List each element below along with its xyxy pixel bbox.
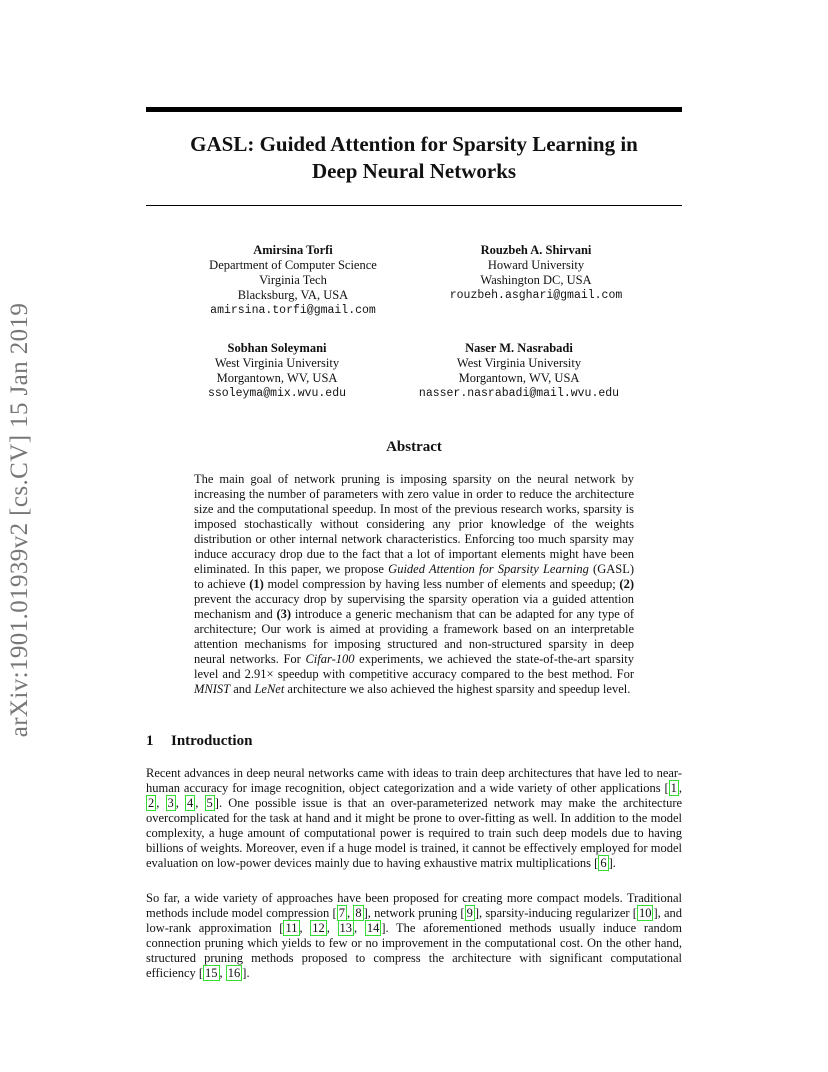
citation-link[interactable]: 11 (285, 921, 298, 935)
author-block (147, 341, 407, 401)
paragraph-text: ], network pruning [ (363, 906, 465, 920)
paragraph-text: ]. The aforementioned methods usually induce random connection pruning which yields to few or no improvement in the computational cost. On the other hand, structured pruning methods proposed to compress the architecture with significant computational efficiency [ (146, 921, 683, 980)
title-line-2: Deep Neural Networks (311, 159, 517, 183)
citation-link[interactable]: 8 (355, 906, 362, 920)
paragraph-text: So far, a wide variety of approaches have been proposed for creating more compact models. Traditional methods include model compression [ (146, 891, 682, 920)
author-name: Amirsina Torfi (253, 243, 333, 257)
title-line-1: GASL: Guided Attention for Sparsity Learning in (190, 132, 638, 156)
abstract-emphasis: MNIST (194, 682, 231, 696)
author-affiliation: West Virginia University (456, 356, 582, 370)
author-block (163, 243, 423, 318)
author-email[interactable]: ssoleyma@mix.wvu.edu (207, 387, 347, 400)
citation-link[interactable]: 6 (600, 856, 607, 870)
citation-link[interactable]: 3 (167, 796, 174, 810)
abstract-text: architecture we also achieved the highest sparsity and speedup level. (284, 682, 631, 696)
author-affiliation: Department of Computer Science (209, 258, 377, 272)
abstract-emphasis: LeNet (254, 682, 285, 696)
paragraph-text: ]. One possible issue is that an over-parameterized network may make the architecture overcomplicated for the task at hand and it might be prone to over-fitting as well. In addition to the model complexity, a huge amount of computational power is required to train such deep models due to having billions of weights. Moreover, even if a huge model is trained, it cannot be effectively employed for model evaluation on low-power devices mainly due to having exhaustive matrix multiplications [ (146, 796, 683, 870)
abstract-text: (GASL) to achieve (194, 562, 635, 591)
abstract-bold: (3) (276, 607, 292, 621)
paragraph-text: ]. (242, 966, 250, 980)
abstract-text: The main goal of network pruning is imposing sparsity on the neural network by increasing the number of parameters with zero value in order to reduce the architecture size and the computational speedup. In most of the previous research works, sparsity is imposed stochastically without considering any prior knowledge of the weights distribution or other internal network characteristics. Enforcing too much sparsity may induce accuracy drop due to the fact that a lot of important elements might have been eliminated. In this paper, we propose (194, 472, 634, 576)
abstract-text: experiments, we achieved the state-of-the-art sparsity level and 2.91× speedup with competitive accuracy compared to the best method. For (194, 652, 634, 681)
title-bottom-rule (146, 205, 682, 206)
citation-link[interactable]: 9 (466, 906, 473, 920)
citation-link[interactable]: 15 (205, 966, 218, 980)
abstract-bold: (2) (619, 577, 634, 591)
intro-paragraph-1: Recent advances in deep neural networks came with ideas to train deep architectures that have led to near-human accuracy for image recognition, object categorization and a wide variety of other applications [ 1 , 2 , 3 , 4 , 5 ]. One possible issue is that an over-parameterized network may make the architecture overcomplicated for the task at hand and it might be prone to over-fitting as well. In addition to the model complexity, a huge amount of computational power is required to train such deep models due to having billions of weights. Moreover, even if a huge model is trained, it cannot be effectively employed for model evaluation on low-power devices mainly due to having exhaustive matrix multiplications [ 6 ]. (146, 766, 683, 870)
abstract-emphasis: Guided Attention for Sparsity Learning (388, 562, 589, 576)
author-email[interactable]: rouzbeh.asghari@gmail.com (449, 289, 623, 302)
citation-link[interactable]: 5 (206, 796, 213, 810)
author-location: Morgantown, WV, USA (216, 371, 338, 385)
abstract-text: prevent the accuracy drop by supervising the sparsity operation via a guided attention mechanism and (194, 592, 634, 621)
paragraph-text: ], sparsity-inducing regularizer [ (474, 906, 637, 920)
citation-link[interactable]: 12 (312, 921, 325, 935)
author-location: Blacksburg, VA, USA (237, 288, 349, 302)
arxiv-sidebar (6, 302, 60, 738)
author-name: Rouzbeh A. Shirvani (480, 243, 592, 257)
title-top-rule (146, 107, 682, 112)
paragraph-text: ]. (608, 856, 616, 870)
citation-link[interactable]: 16 (227, 966, 241, 980)
citation-link[interactable]: 1 (670, 781, 677, 795)
abstract-text: model compression by having less number of elements and speedup; (263, 577, 620, 591)
abstract-body (194, 472, 634, 697)
author-affiliation: West Virginia University (214, 356, 340, 370)
author-block (406, 243, 666, 303)
abstract-emphasis: Cifar-100 (305, 652, 355, 666)
intro-paragraph-2: So far, a wide variety of approaches have been proposed for creating more compact models. Traditional methods include model compression [ 7 , 8 ], network pruning [ 9 ], sparsity-inducing regularizer [ 10 ], and low-rank approximation [ 11 , 12 , 13 , 14 ]. The aforementioned methods usually induce random connection pruning which yields to few or no improvement in the computational cost. On the other hand, structured pruning methods proposed to compress the architecture with significant computational efficiency [ 15 , 16 ]. (146, 891, 683, 980)
author-affiliation: Virginia Tech (259, 273, 327, 287)
paper-title (146, 131, 682, 185)
section-heading (146, 733, 252, 750)
abstract-text: introduce a generic mechanism that can be adapted for any type of architecture; Our work is aimed at providing a framework based on an interpretable attention mechanisms for imposing structured and non-structured sparsity in deep neural networks. For (194, 607, 634, 666)
citation-link[interactable]: 13 (339, 921, 353, 935)
author-email[interactable]: nasser.nasrabadi@mail.wvu.edu (418, 387, 620, 400)
paragraph-text: ], and low-rank approximation [ (146, 906, 683, 935)
author-location: Washington DC, USA (480, 273, 592, 287)
author-name: Naser M. Nasrabadi (465, 341, 573, 355)
citation-link[interactable]: 14 (366, 921, 380, 935)
abstract-heading: Abstract (386, 439, 442, 455)
citation-link[interactable]: 2 (148, 796, 155, 810)
author-block (389, 341, 649, 401)
author-location: Morgantown, WV, USA (458, 371, 580, 385)
citation-link[interactable]: 7 (338, 906, 345, 920)
author-email[interactable]: amirsina.torfi@gmail.com (210, 304, 376, 317)
section-number: 1 (146, 733, 154, 749)
citation-link[interactable]: 4 (187, 796, 194, 810)
abstract-text: and (230, 682, 255, 696)
arxiv-identifier: arXiv:1901.01939v2 [cs.CV] 15 Jan 2019 (6, 302, 33, 738)
paragraph-text: Recent advances in deep neural networks came with ideas to train deep architectures that have led to near-human accuracy for image recognition, object categorization and a wide variety of other applications [ (146, 766, 682, 795)
citation-link[interactable]: 10 (638, 906, 652, 920)
author-affiliation: Howard University (487, 258, 585, 272)
abstract-bold: (1) (249, 577, 264, 591)
author-name: Sobhan Soleymani (227, 341, 327, 355)
section-title: Introduction (171, 733, 253, 749)
